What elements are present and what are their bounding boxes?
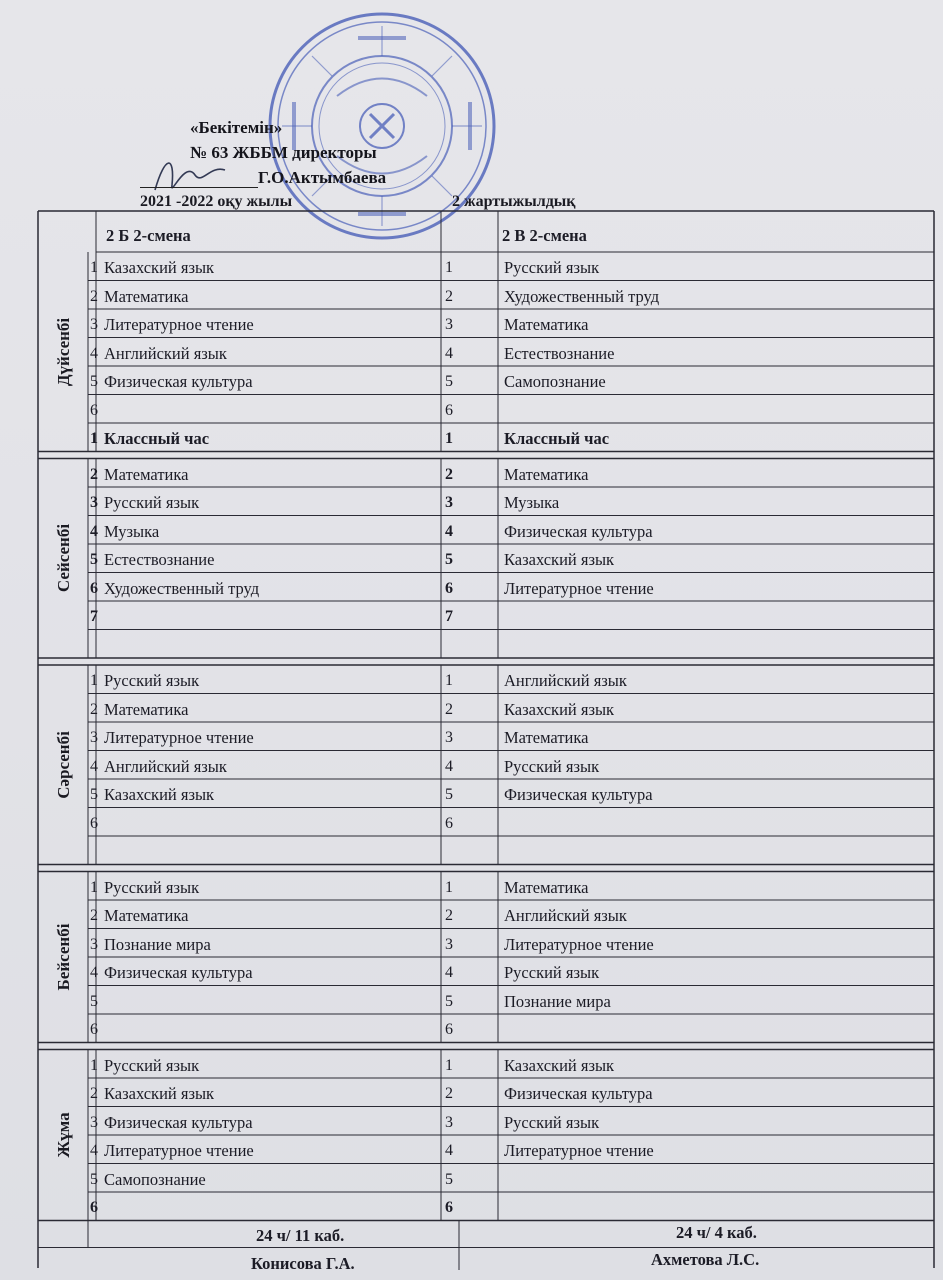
lesson-number: 3 <box>445 935 453 953</box>
lesson-subject-2v: Самопознание <box>504 372 606 391</box>
lesson-number: 5 <box>90 1170 98 1188</box>
lesson-number: 7 <box>90 608 98 625</box>
lesson-subject-2b: Русский язык <box>104 1055 200 1075</box>
lesson-subject-2v: Русский язык <box>504 756 600 776</box>
lesson-subject-2v: Математика <box>504 464 589 484</box>
lesson-subject-2b: Математика <box>104 699 189 719</box>
lesson-number: 4 <box>445 1142 453 1159</box>
lesson-subject-2v: Литературное чтение <box>504 1141 654 1160</box>
teacher-2b: Конисова Г.А. <box>251 1253 355 1273</box>
lesson-subject-2v: Математика <box>504 877 589 897</box>
lesson-number: 6 <box>90 401 98 419</box>
lesson-subject-2b: Классный час <box>104 429 210 448</box>
lesson-number: 1 <box>90 878 98 896</box>
day-label: Бейсенбі <box>54 923 73 991</box>
lesson-number: 3 <box>445 1113 453 1131</box>
lesson-number: 4 <box>90 344 98 362</box>
semester: 2 жартыжылдық <box>452 193 576 210</box>
lesson-number: 3 <box>90 935 98 953</box>
class-header-2b: 2 Б 2-смена <box>106 226 191 245</box>
lesson-subject-2v: Литературное чтение <box>504 578 654 598</box>
lesson-number: 3 <box>90 494 98 511</box>
lesson-subject-2b: Литературное чтение <box>104 315 254 334</box>
lesson-subject-2v: Физическая культура <box>504 1084 653 1103</box>
lesson-subject-2b: Русский язык <box>104 877 200 897</box>
lesson-subject-2v: Музыка <box>504 493 560 512</box>
academic-year: 2021 -2022 оқу жылы <box>140 193 293 210</box>
lesson-subject-2b: Музыка <box>104 521 160 541</box>
lesson-subject-2v: Английский язык <box>504 906 627 925</box>
lesson-subject-2v: Художественный труд <box>504 286 660 306</box>
lesson-number: 6 <box>90 814 98 832</box>
day-label: Жұма <box>54 1112 73 1158</box>
lesson-subject-2v: Русский язык <box>504 963 600 982</box>
lesson-subject-2v: Русский язык <box>504 258 600 277</box>
lesson-subject-2b: Математика <box>104 906 189 925</box>
teacher-2v: Ахметова Л.С. <box>651 1249 760 1269</box>
lesson-subject-2b: Английский язык <box>104 756 227 776</box>
lesson-number: 1 <box>90 672 98 689</box>
lesson-number: 3 <box>90 1113 98 1131</box>
lesson-number: 1 <box>90 259 98 276</box>
lesson-number: 6 <box>445 1021 453 1038</box>
lesson-subject-2b: Казахский язык <box>104 258 215 277</box>
lesson-number: 4 <box>445 964 453 981</box>
lesson-subject-2v: Познание мира <box>504 991 611 1011</box>
lesson-number: 6 <box>445 579 453 597</box>
lesson-subject-2b: Казахский язык <box>104 785 215 804</box>
hours-total-2b: 24 ч/ 11 каб. <box>256 1225 345 1245</box>
lesson-number: 5 <box>90 551 98 568</box>
lesson-number: 2 <box>90 1085 98 1102</box>
lesson-number: 1 <box>445 1056 453 1074</box>
lesson-number: 6 <box>445 1199 453 1216</box>
lesson-number: 5 <box>445 992 453 1010</box>
lesson-subject-2v: Русский язык <box>504 1112 600 1132</box>
lesson-subject-2b: Физическая культура <box>104 963 253 982</box>
lesson-subject-2b: Английский язык <box>104 343 227 363</box>
approve-position: № 63 ЖББМ директоры <box>190 143 377 162</box>
lesson-number: 3 <box>90 316 98 333</box>
class-header-2v: 2 В 2-смена <box>502 226 587 245</box>
lesson-number: 4 <box>445 757 453 775</box>
day-label: Сәрсенбі <box>54 730 73 799</box>
lesson-number: 1 <box>90 1056 98 1074</box>
lesson-subject-2b: Литературное чтение <box>104 728 254 747</box>
lesson-number: 2 <box>90 465 98 483</box>
lesson-subject-2b: Познание мира <box>104 934 211 954</box>
lesson-number: 6 <box>90 1021 98 1038</box>
hours-total-2v: 24 ч/ 4 каб. <box>676 1222 757 1242</box>
lesson-number: 2 <box>90 287 98 305</box>
lesson-subject-2v: Физическая культура <box>504 521 653 541</box>
lesson-number: 6 <box>445 401 453 419</box>
lesson-number: 5 <box>445 786 453 803</box>
lesson-number: 6 <box>445 814 453 832</box>
lesson-number: 6 <box>90 579 98 597</box>
lesson-number: 4 <box>445 522 453 540</box>
lesson-subject-2v: Литературное чтение <box>504 934 654 954</box>
lesson-number: 1 <box>445 259 453 276</box>
lesson-number: 3 <box>445 494 453 511</box>
lesson-number: 4 <box>90 964 98 981</box>
lesson-number: 1 <box>445 878 453 896</box>
lesson-subject-2b: Физическая культура <box>104 372 253 391</box>
lesson-number: 7 <box>445 608 453 625</box>
lesson-number: 1 <box>90 430 98 447</box>
lesson-subject-2b: Физическая культура <box>104 1112 253 1132</box>
lesson-subject-2b: Литературное чтение <box>104 1141 254 1160</box>
lesson-subject-2b: Естествознание <box>104 550 215 569</box>
lesson-number: 5 <box>90 786 98 803</box>
lesson-number: 5 <box>90 373 98 390</box>
lesson-subject-2b: Казахский язык <box>104 1084 215 1103</box>
lesson-number: 5 <box>445 373 453 390</box>
lesson-subject-2b: Русский язык <box>104 671 200 690</box>
lesson-number: 6 <box>90 1199 98 1216</box>
lesson-number: 4 <box>90 522 98 540</box>
timetable <box>36 210 936 1273</box>
lesson-subject-2v: Естествознание <box>504 343 615 363</box>
lesson-number: 2 <box>90 907 98 924</box>
lesson-number: 1 <box>445 430 453 447</box>
lesson-number: 3 <box>445 729 453 746</box>
lesson-subject-2v: Казахский язык <box>504 699 615 719</box>
approve-title: «Бекітемін» <box>190 118 283 137</box>
lesson-number: 2 <box>445 1085 453 1102</box>
lesson-number: 5 <box>445 1170 453 1188</box>
lesson-number: 5 <box>445 551 453 568</box>
lesson-number: 2 <box>445 907 453 924</box>
signature-line <box>140 187 258 188</box>
lesson-subject-2b: Художественный труд <box>104 578 260 598</box>
lesson-subject-2b: Математика <box>104 464 189 484</box>
lesson-number: 3 <box>90 729 98 746</box>
lesson-subject-2b: Русский язык <box>104 493 200 512</box>
lesson-subject-2v: Казахский язык <box>504 1055 615 1075</box>
lesson-number: 2 <box>445 287 453 305</box>
approve-name: Г.О.Актымбаева <box>258 168 387 187</box>
lesson-number: 2 <box>90 700 98 718</box>
lesson-subject-2v: Английский язык <box>504 671 627 690</box>
lesson-subject-2v: Классный час <box>504 429 610 448</box>
day-label: Дүйсенбі <box>54 317 73 386</box>
lesson-number: 4 <box>445 344 453 362</box>
lesson-subject-2b: Математика <box>104 286 189 306</box>
lesson-number: 5 <box>90 992 98 1010</box>
lesson-subject-2v: Математика <box>504 728 589 747</box>
lesson-subject-2v: Казахский язык <box>504 550 615 569</box>
lesson-number: 1 <box>445 672 453 689</box>
lesson-number: 2 <box>445 465 453 483</box>
lesson-subject-2v: Математика <box>504 315 589 334</box>
lesson-number: 3 <box>445 316 453 333</box>
lesson-number: 2 <box>445 700 453 718</box>
day-label: Сейсенбі <box>54 524 73 593</box>
lesson-subject-2v: Физическая культура <box>504 785 653 804</box>
lesson-number: 4 <box>90 757 98 775</box>
lesson-number: 4 <box>90 1142 98 1159</box>
lesson-subject-2b: Самопознание <box>104 1169 206 1189</box>
